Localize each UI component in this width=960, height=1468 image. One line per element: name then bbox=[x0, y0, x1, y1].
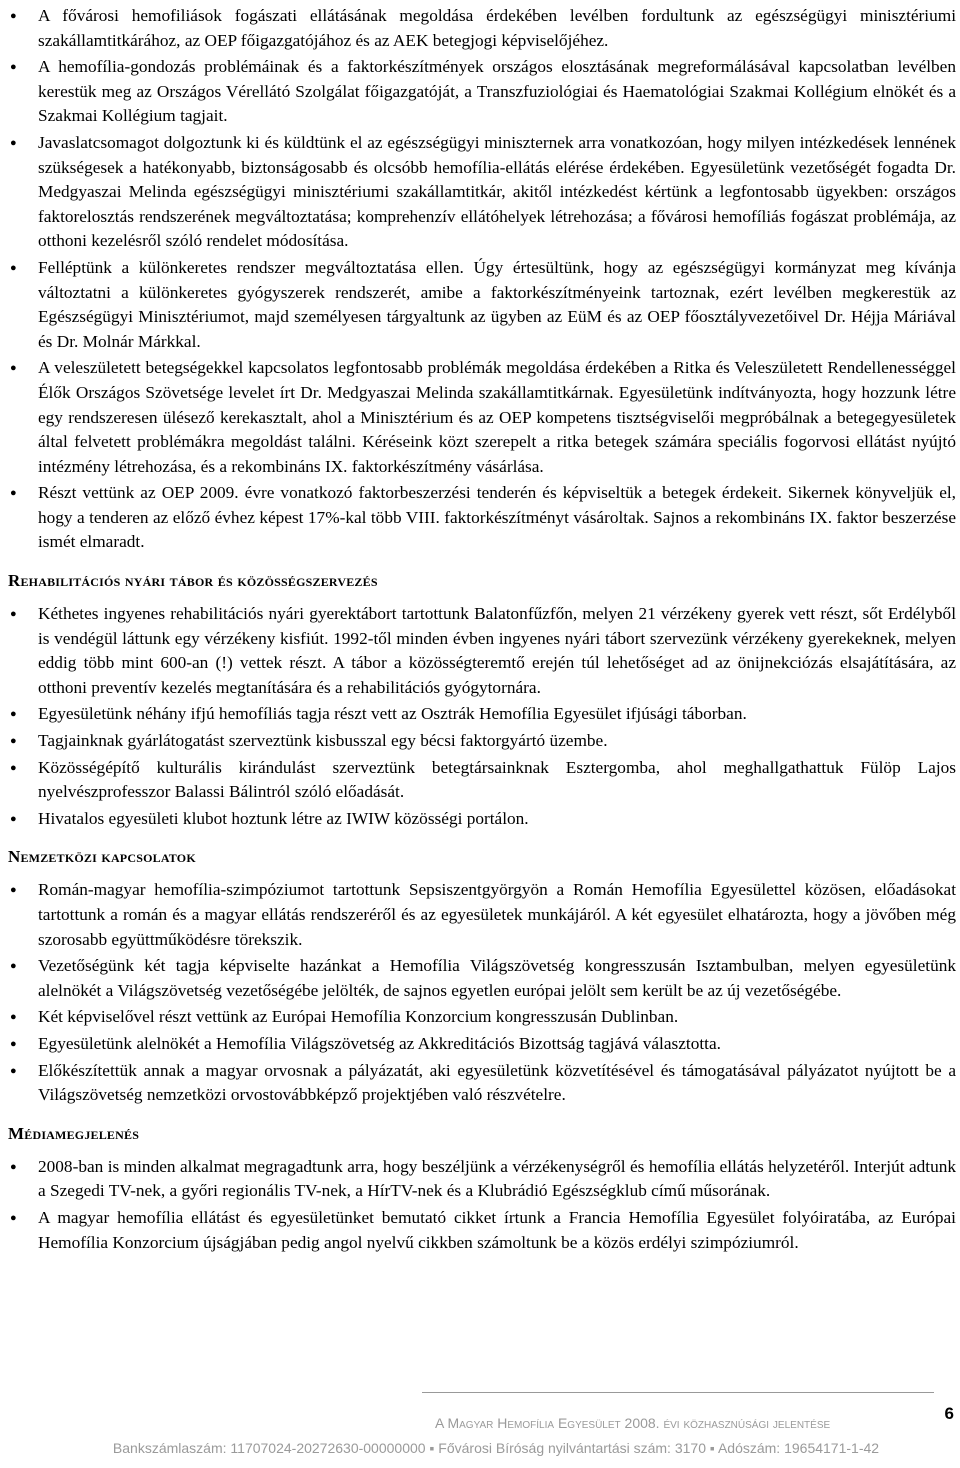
section-heading: Nemzetközi kapcsolatok bbox=[8, 847, 196, 867]
list-item bbox=[10, 1059, 956, 1108]
list-item bbox=[10, 702, 956, 727]
list-item bbox=[10, 481, 956, 555]
bullet-icon: ● bbox=[10, 960, 17, 973]
bullet-icon: ● bbox=[10, 10, 17, 22]
bullet-list bbox=[10, 1155, 956, 1255]
list-item bbox=[10, 4, 956, 53]
footer-title: A Magyar Hemofília Egyesület 2008. évi közhasznúsági jelentése bbox=[435, 1415, 831, 1431]
list-item-text: Közösségépítő kulturális kirándulást szerveztünk betegtársainknak Esztergomba, ahol meghallgathattuk Fülöp Lajos nyelvészprofesszor Balassi Bálintról szóló előadását. bbox=[38, 757, 956, 802]
bullet-icon: ● bbox=[10, 735, 17, 748]
bullet-list bbox=[10, 4, 956, 555]
bullet-icon: ● bbox=[10, 708, 17, 721]
section-heading: Rehabilitációs nyári tábor és közösségszervezés bbox=[8, 571, 378, 591]
list-item bbox=[10, 1005, 956, 1030]
footer-bank-details: Bankszámlaszám: 11707024-20272630-00000000 ▪ Fővárosi Bíróság nyilvántartási szám: 3170 ▪ Adószám: 19654171-1-42 bbox=[112, 1440, 880, 1456]
document-body bbox=[10, 4, 956, 1257]
list-item-text: A magyar hemofília ellátást és egyesületünket bemutató cikket írtunk a Francia Hemofília Egyesület folyóiratába, az Európai Hemofília Konzorcium újságjában pedig angol nyelvű cikkben számoltunk be a közös erdélyi szimpóziumról. bbox=[38, 1207, 956, 1252]
bullet-icon: ● bbox=[10, 884, 17, 897]
list-item bbox=[10, 256, 956, 354]
list-item-text: A hemofília-gondozás problémáinak és a faktorkészítmények országos elosztásának megreformálásával kapcsolatban levélben kerestük meg az Országos Vérellátó Szolgálat főigazgatóját, a Transzfuziológiai és Haematológiai Szakmai Kollégium elnökét és a Szakmai Kollégium tagjait. bbox=[38, 57, 956, 126]
list-item bbox=[10, 878, 956, 952]
bullet-icon: ● bbox=[10, 1011, 17, 1024]
footer-divider bbox=[422, 1392, 934, 1393]
bullet-icon: ● bbox=[10, 261, 17, 274]
list-item-text: Előkészítettük annak a magyar orvosnak a pályázatát, aki egyesületünk közvetítésével és támogatásával pályázatot nyújtott be a Világszövetség nemzetközi orvostovábbképző projektjében való részvételre. bbox=[38, 1060, 956, 1105]
bullet-icon: ● bbox=[10, 1211, 17, 1224]
list-item-text: 2008-ban is minden alkalmat megragadtunk arra, hogy beszéljünk a vérzékenységről és hemofília ellátás helyzetéről. Interjút adtunk a Szegedi TV-nek, a győri regionális TV-nek, a HírTV-nek és a Klubrádió Egészségklub című műsorának. bbox=[38, 1156, 956, 1201]
page-number: 6 bbox=[944, 1404, 954, 1423]
list-item-text: Kéthetes ingyenes rehabilitációs nyári gyerektábort tartottunk Balatonfűzfőn, melyen 21 vérzékeny gyerek vett részt, sőt Erdélyből is vendégül láttunk egy vérzékeny kisfiút. 1992-től minden évben ingyenes nyári tábort szervezünk vérzékeny gyerekeknek, melyen eddig több mint 600-an (!) vettek részt. A tábor a közösségteremtő erején túl lehetőséget ad az önijnekciózás elsajátítására, az otthoni preventív kezelés megtanítására és a rehabilitációs gyógytornára. bbox=[38, 604, 956, 697]
bullet-icon: ● bbox=[10, 136, 17, 149]
bullet-icon: ● bbox=[10, 61, 17, 74]
list-item-text: Felléptünk a különkeretes rendszer megváltoztatása ellen. Úgy értesültünk, hogy az egészségügyi kormányzat meg kívánja változtatni a különkeretes gyógyszerek rendszerét, amibe a faktorkészítményeink tartoznak, ezért levélben megkerestük az Egészségügyi Minisztériumot, majd személyesen tárgyaltunk az ügyben az EüM és az OEP főosztályvezetőivel Dr. Héjja Máriával és Dr. Molnár Márkkal. bbox=[38, 257, 956, 351]
bullet-list bbox=[10, 602, 956, 831]
bullet-icon: ● bbox=[10, 362, 17, 375]
list-item-text: Román-magyar hemofília-szimpóziumot tartottunk Sepsiszentgyörgyön a Román Hemofília Egyesülettel közösen, előadásokat tartottunk a román és a magyar ellátás rendszeréről és az egyesületek munkájáról. A két egyesület elhatározta, hogy a jövőben még szorosabb együttműködésre törekszik. bbox=[38, 880, 956, 949]
list-item-text: Egyesületünk néhány ifjú hemofíliás tagja részt vett az Osztrák Hemofília Egyesület ifjúsági táborban. bbox=[38, 704, 747, 724]
bullet-icon: ● bbox=[10, 1037, 17, 1050]
section-heading: Médiamegjelenés bbox=[8, 1123, 140, 1143]
list-item bbox=[10, 756, 956, 805]
bullet-icon: ● bbox=[10, 761, 17, 774]
list-item bbox=[10, 131, 956, 254]
list-item-text: Vezetőségünk két tagja képviselte hazánkat a Hemofília Világszövetség kongresszusán Isztambulban, melyen egyesületünk alelnökét a Világszövetség vezetőségébe jelölték, de sajnos egyetlen európai jelölt sem került be az új vezetőségébe. bbox=[38, 956, 956, 1000]
bullet-icon: ● bbox=[10, 487, 17, 500]
list-item-text: Hivatalos egyesületi klubot hoztunk létre az IWIW közösségi portálon. bbox=[38, 808, 529, 828]
list-item bbox=[10, 1155, 956, 1204]
list-item bbox=[10, 954, 956, 1003]
list-item bbox=[10, 602, 956, 700]
list-item bbox=[10, 729, 956, 754]
list-item-text: A fővárosi hemofiliások fogászati ellátásának megoldása érdekében levélben fordultunk az egészségügyi minisztériumi szakállamtitkárához, az OEP főigazgatójához és az AEK betegjogi képviselőjéhez. bbox=[38, 6, 956, 50]
list-item bbox=[10, 356, 956, 479]
list-item-text: Javaslatcsomagot dolgoztunk ki és küldtünk el az egészségügyi miniszternek arra vonatkozóan, hogy milyen intézkedések lennének szükségesek a hatékonyabb, biztonságosabb és olcsóbb hemofília-ellátás elérése érdekében. Egyesületünk vezetőségét fogadta Dr. Medgyaszai Melinda egészségügyi minisztériumi szakállamtitkár, akitől intézkedést kértünk a legfontosabb ügyekben: országos faktorelosztás rendszerének megváltoztatása; komprehenzív ellátóhelyek létrehozása; a fővárosi hemofíliás fogászat problémája, az otthoni kezelésről szóló rendelet módosítása. bbox=[38, 132, 956, 251]
list-item-text: Két képviselővel részt vettünk az Európai Hemofília Konzorcium kongresszusán Dublinban. bbox=[38, 1007, 679, 1027]
bullet-list bbox=[10, 878, 956, 1107]
list-item-text: A veleszületett betegségekkel kapcsolatos legfontosabb problémák megoldása érdekében a Ritka és Veleszületett Rendellenességgel Élők Országos Szövetsége levelet írt Dr. Medgyaszai Melinda szakállamtitkárnak. Egyesületünk indítványozta, hogy hozzunk létre egy rendszeresen ülésező kerekasztalt, ahol a Minisztérium és az OEP kompetens tisztségviselői megpróbálnak a betegegyesületek által felvetett problémákra megoldást találni. Kéréseink közt szerepelt a ritka betegek számára speciális fogorvosi ellátást nyújtó intézmény létrehozása, és a rekombináns IX. faktorkészítmény vásárlása. bbox=[38, 358, 956, 476]
list-item bbox=[10, 807, 956, 832]
list-item bbox=[10, 55, 956, 129]
list-item-text: Részt vettünk az OEP 2009. évre vonatkozó faktorbeszerzési tenderén és képviseltük a betegek érdekeit. Sikernek könyveljük el, hogy a tenderen az előző évhez képest 17%-kal több VIII. faktorkészítményt vásároltak. Sajnos a rekombináns IX. faktor beszerzése ismét elmaradt. bbox=[38, 483, 956, 552]
list-item-text: Egyesületünk alelnökét a Hemofília Világszövetség az Akkreditációs Bizottság tagjává választotta. bbox=[38, 1033, 721, 1053]
bullet-icon: ● bbox=[10, 1160, 17, 1173]
bullet-icon: ● bbox=[10, 608, 17, 621]
list-item-text: Tagjainknak gyárlátogatást szerveztünk kisbusszal egy bécsi faktorgyártó üzembe. bbox=[38, 731, 608, 751]
page-footer bbox=[0, 1392, 960, 1468]
list-item bbox=[10, 1032, 956, 1057]
list-item bbox=[10, 1206, 956, 1255]
bullet-icon: ● bbox=[10, 812, 17, 825]
bullet-icon: ● bbox=[10, 1064, 17, 1077]
